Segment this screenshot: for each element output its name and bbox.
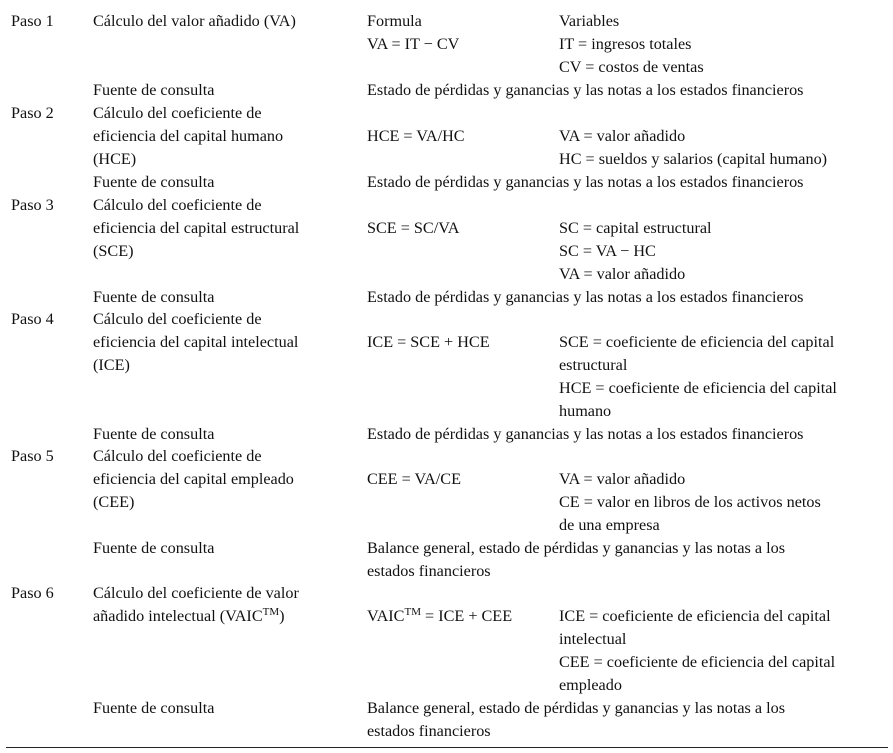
step-label: Paso 3 — [11, 196, 54, 214]
step-description: (CEE) — [93, 493, 135, 511]
step-description: Cálculo del valor añadido (VA) — [93, 12, 296, 30]
step-description: (HCE) — [93, 150, 137, 168]
header-formula: Formula — [367, 12, 422, 30]
step-variable: estructural — [559, 356, 628, 374]
step-variable: SC = capital estructural — [559, 219, 712, 237]
step-variable: HCE = coeficiente de eficiencia del capital — [559, 379, 837, 397]
step-description: añadido intelectual (VAIC™) — [93, 606, 285, 625]
step-formula: ICE = SCE + HCE — [367, 333, 490, 351]
source-text: Balance general, estado de pérdidas y ganancias y las notas a los — [367, 699, 786, 717]
source-text: Estado de pérdidas y ganancias y las notas a los estados financieros — [367, 288, 804, 306]
step-description: (SCE) — [93, 242, 134, 260]
source-label: Fuente de consulta — [93, 425, 215, 443]
step-description: eficiencia del capital intelectual — [93, 333, 299, 351]
step-variable: humano — [559, 402, 612, 420]
step-variable: SC = VA − HC — [559, 242, 656, 260]
step-variable: empleado — [559, 676, 622, 694]
step-formula: SCE = SC/VA — [367, 219, 460, 237]
step-variable: CEE = coeficiente de eficiencia del capital — [559, 653, 836, 671]
source-text: Estado de pérdidas y ganancias y las notas a los estados financieros — [367, 425, 804, 443]
step-label: Paso 5 — [11, 447, 54, 465]
table-bottom-rule — [6, 747, 888, 748]
step-label: Paso 1 — [11, 12, 54, 30]
step-variable: HC = sueldos y salarios (capital humano) — [559, 150, 828, 168]
source-text: Estado de pérdidas y ganancias y las notas a los estados financieros — [367, 173, 804, 191]
source-text: Balance general, estado de pérdidas y ganancias y las notas a los — [367, 539, 786, 557]
step-variable: CE = valor en libros de los activos netos — [559, 493, 821, 511]
step-description: Cálculo del coeficiente de — [93, 310, 262, 328]
step-label: Paso 4 — [11, 310, 54, 328]
step-description: Cálculo del coeficiente de valor — [93, 584, 299, 602]
source-label: Fuente de consulta — [93, 699, 215, 717]
step-variable: VA = valor añadido — [559, 470, 686, 488]
step-label: Paso 6 — [11, 584, 54, 602]
step-description: Cálculo del coeficiente de — [93, 104, 262, 122]
header-variables: Variables — [559, 12, 620, 30]
step-variable: ICE = coeficiente de eficiencia del capital — [559, 607, 831, 625]
step-formula: CEE = VA/CE — [367, 470, 461, 488]
step-description: eficiencia del capital estructural — [93, 219, 300, 237]
source-label: Fuente de consulta — [93, 173, 215, 191]
step-description: Cálculo del coeficiente de — [93, 447, 262, 465]
step-variable: VA = valor añadido — [559, 127, 686, 145]
source-text: estados financieros — [367, 562, 491, 580]
step-description: eficiencia del capital empleado — [93, 470, 294, 488]
source-label: Fuente de consulta — [93, 81, 215, 99]
step-variable: de una empresa — [559, 516, 660, 534]
step-formula: HCE = VA/HC — [367, 127, 465, 145]
source-label: Fuente de consulta — [93, 288, 215, 306]
step-formula: VA = IT − CV — [367, 35, 460, 53]
step-variable: intelectual — [559, 630, 627, 648]
source-text: Estado de pérdidas y ganancias y las notas a los estados financieros — [367, 81, 804, 99]
step-description: eficiencia del capital humano — [93, 127, 284, 145]
step-variable: VA = valor añadido — [559, 265, 686, 283]
step-variable: CV = costos de ventas — [559, 58, 704, 76]
step-description: Cálculo del coeficiente de — [93, 196, 262, 214]
step-variable: IT = ingresos totales — [559, 35, 692, 53]
step-label: Paso 2 — [11, 104, 54, 122]
step-description: (ICE) — [93, 356, 130, 374]
step-formula: VAIC™ = ICE + CEE — [367, 606, 513, 625]
source-text: estados financieros — [367, 722, 491, 740]
step-variable: SCE = coeficiente de eficiencia del capital — [559, 333, 835, 351]
source-label: Fuente de consulta — [93, 539, 215, 557]
